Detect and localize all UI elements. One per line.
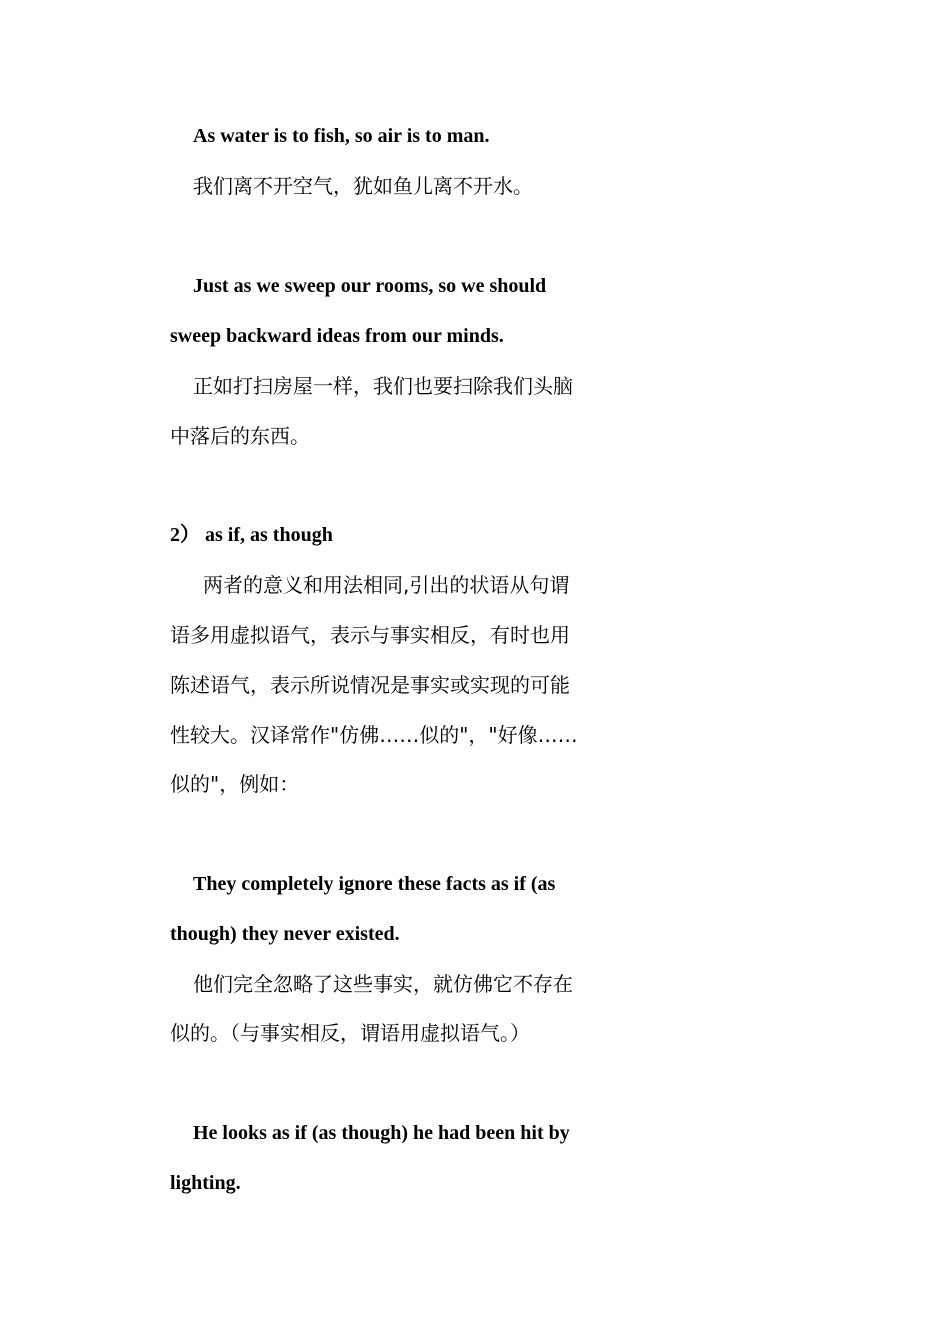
example-sentence-en: Just as we sweep our rooms, so we should	[193, 275, 547, 297]
example-translation-zh: 他们完全忽略了这些事实，就仿佛它不存在	[193, 972, 573, 996]
example-translation-zh: 中落后的东西。	[170, 424, 310, 448]
example-sentence-en: lighting.	[170, 1172, 241, 1194]
explanation-paragraph: 陈述语气，表示所说情况是事实或实现的可能	[170, 673, 570, 697]
example-translation-zh: 正如打扫房屋一样，我们也要扫除我们头脑	[193, 374, 573, 398]
example-translation-zh: 似的。（与事实相反，谓语用虚拟语气。）	[170, 1021, 530, 1045]
section-heading: 2） as if, as though	[170, 524, 333, 546]
explanation-paragraph: 性较大。汉译常作"仿佛……似的"，"好像……	[170, 723, 578, 747]
example-sentence-en: He looks as if (as though) he had been hit by	[193, 1122, 570, 1144]
example-sentence-en: They completely ignore these facts as if (as	[193, 873, 556, 895]
explanation-paragraph: 似的"，例如：	[170, 772, 300, 796]
explanation-paragraph: 两者的意义和用法相同,引出的状语从句谓	[203, 573, 570, 597]
example-sentence-en: As water is to fish, so air is to man.	[193, 125, 490, 147]
explanation-paragraph: 语多用虚拟语气，表示与事实相反，有时也用	[170, 623, 570, 647]
example-sentence-en: sweep backward ideas from our minds.	[170, 325, 504, 347]
example-translation-zh: 我们离不开空气，犹如鱼儿离不开水。	[193, 174, 533, 198]
example-sentence-en: though) they never existed.	[170, 923, 400, 945]
